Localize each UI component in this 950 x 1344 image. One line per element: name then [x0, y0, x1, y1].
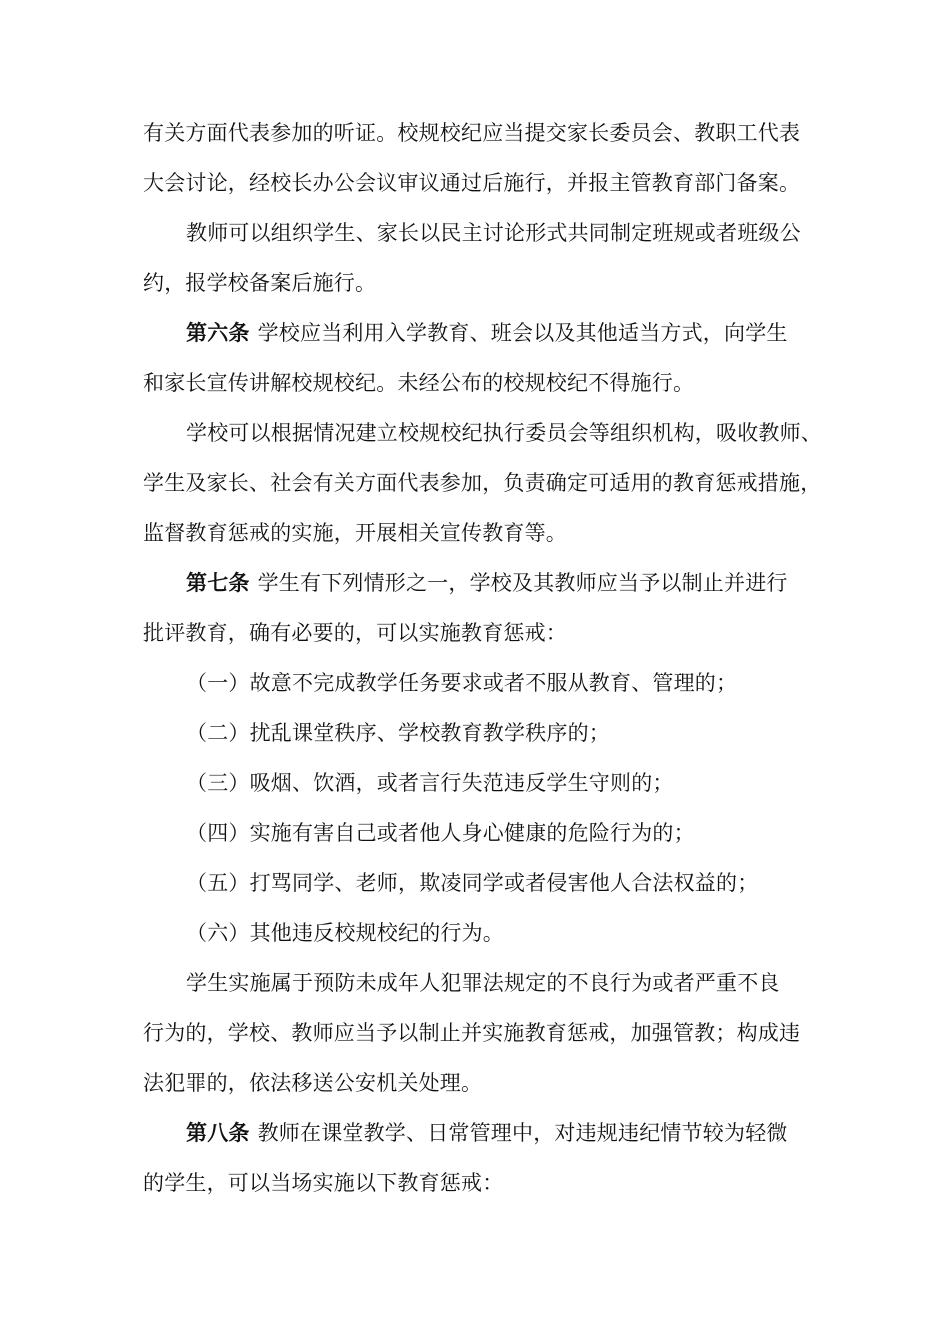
paragraph-line: 学生及家长、社会有关方面代表参加，负责确定可适用的教育惩戒措施，	[143, 471, 822, 495]
list-item: （一）故意不完成教学任务要求或者不服从教育、管理的；	[186, 671, 738, 695]
paragraph-line: 大会讨论，经校长办公会议审议通过后施行，并报主管教育部门备案。	[143, 171, 801, 195]
article-six-number: 第六条	[186, 321, 250, 345]
article-seven-line	[186, 568, 866, 598]
paragraph-line: 监督教育惩戒的实施，开展相关宣传教育等。	[143, 521, 567, 545]
paragraph-line: 教师可以组织学生、家长以民主讨论形式共同制定班规或者班级公	[186, 221, 801, 245]
paragraph-line: 法犯罪的，依法移送公安机关处理。	[143, 1071, 483, 1095]
paragraph-line: 学生实施属于预防未成年人犯罪法规定的不良行为或者严重不良	[186, 971, 780, 995]
article-eight-number: 第八条	[186, 1121, 250, 1145]
article-eight-line	[186, 1118, 866, 1148]
paragraph-line: 学校可以根据情况建立校规校纪执行委员会等组织机构，吸收教师、	[186, 421, 822, 445]
list-item: （五）打骂同学、老师，欺凌同学或者侵害他人合法权益的；	[186, 871, 759, 895]
paragraph-line: 约，报学校备案后施行。	[143, 271, 377, 295]
paragraph-line: 和家长宣传讲解校规校纪。未经公布的校规校纪不得施行。	[143, 371, 695, 395]
paragraph-line: 的学生，可以当场实施以下教育惩戒：	[143, 1171, 504, 1195]
paragraph-text: 教师在课堂教学、日常管理中，对违规违纪情节较为轻微	[257, 1121, 788, 1145]
list-item: （三）吸烟、饮酒，或者言行失范违反学生守则的；	[186, 771, 674, 795]
article-seven-number: 第七条	[186, 571, 250, 595]
paragraph-text: 学生有下列情形之一，学校及其教师应当予以制止并进行	[257, 571, 788, 595]
list-item: （六）其他违反校规校纪的行为。	[186, 921, 504, 945]
paragraph-line: 批评教育，确有必要的，可以实施教育惩戒：	[143, 621, 567, 645]
list-item: （四）实施有害自己或者他人身心健康的危险行为的；	[186, 821, 695, 845]
article-six-line	[186, 318, 866, 348]
paragraph-line: 有关方面代表参加的听证。校规校纪应当提交家长委员会、教职工代表	[143, 121, 801, 145]
paragraph-line: 行为的，学校、教师应当予以制止并实施教育惩戒，加强管教；构成违	[143, 1021, 801, 1045]
paragraph-text: 学校应当利用入学教育、班会以及其他适当方式，向学生	[257, 321, 788, 345]
list-item: （二）扰乱课堂秩序、学校教育教学秩序的；	[186, 721, 610, 745]
